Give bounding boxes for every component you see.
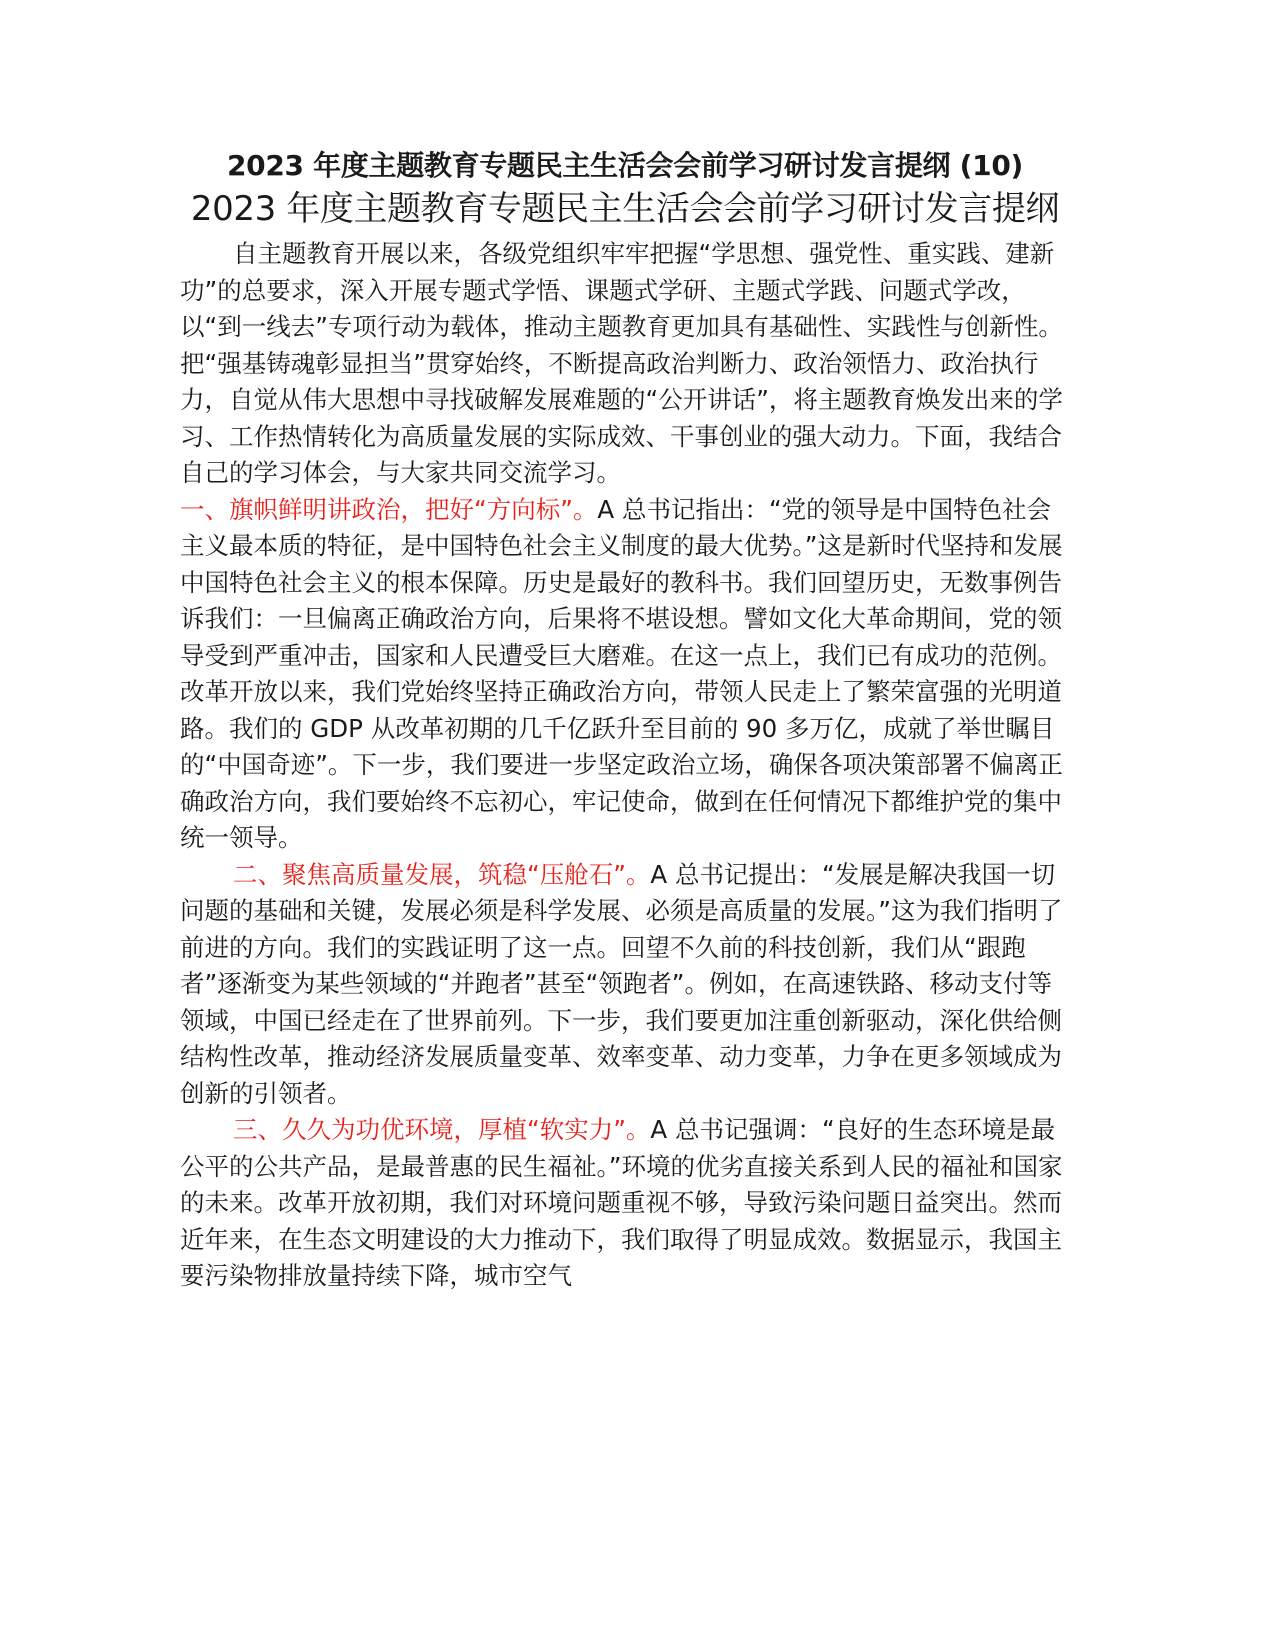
section-paragraph-2 [180, 857, 1070, 1113]
section-body-2: A 总书记提出：“发展是解决我国一切问题的基础和关键，发展必须是科学发展、必须是高质量的发展。”这为我们指明了前进的方向。我们的实践证明了这一点。回望不久前的科技创新，我们从“跟跑者”逐渐变为某些领域的“并跑者”甚至“领跑者”。例如，在高速铁路、移动支付等领域，中国已经走在了世界前列。下一步，我们要更加注重创新驱动，深化供给侧结构性改革，推动经济发展质量变革、效率变革、动力变革，力争在更多领域成为创新的引领者。 [180, 859, 1063, 1108]
section-heading-1: 一、旗帜鲜明讲政治，把好“方向标”。 [180, 494, 598, 524]
section-heading-2: 二、聚焦高质量发展，筑稳“压舱石”。 [233, 859, 651, 889]
section-paragraph-3 [180, 1112, 1070, 1295]
section-body-1: A 总书记指出：“党的领导是中国特色社会主义最本质的特征，是中国特色社会主义制度的最大优势。”这是新时代坚持和发展中国特色社会主义的根本保障。历史是最好的教科书。我们回望历史，无数事例告诉我们：一旦偏离正确政治方向，后果将不堪设想。譬如文化大革命期间，党的领导受到严重冲击，国家和人民遭受巨大磨难。在这一点上，我们已有成功的范例。改革开放以来，我们党始终坚持正确政治方向，带领人民走上了繁荣富强的光明道路。我们的 GDP 从改革初期的几千亿跃升至目前的 90 多万亿，成就了举世瞩目的“中国奇迹”。下一步，我们要进一步坚定政治立场，确保各项决策部署不偏离正确政治方向，我们要始终不忘初心，牢记使命，做到在任何情况下都维护党的集中统一领导。 [180, 494, 1063, 852]
section-paragraph-1 [180, 492, 1070, 857]
intro-paragraph: 自主题教育开展以来，各级党组织牢牢把握“学思想、强党性、重实践、建新功”的总要求，深入开展专题式学悟、课题式学研、主题式学践、问题式学改，以“到一线去”专项行动为载体，推动主题教育更加具有基础性、实践性与创新性。把“强基铸魂彰显担当”贯穿始终，不断提高政治判断力、政治领悟力、政治执行力，自觉从伟大思想中寻找破解发展难题的“公开讲话”，将主题教育焕发出来的学习、工作热情转化为高质量发展的实际成效、干事创业的强大动力。下面，我结合自己的学习体会，与大家共同交流学习。 [180, 239, 1063, 487]
document-page [180, 146, 1070, 1295]
section-heading-3: 三、久久为功优环境，厚植“软实力”。 [233, 1115, 651, 1144]
document-header-title: 2023 年度主题教育专题民主生活会会前学习研讨发言提纲 (10) [226, 149, 1024, 182]
section-body-3: A 总书记强调：“良好的生态环境是最公平的公共产品，是最普惠的民生福祉。”环境的优劣直接关系到人民的福祉和国家的未来。改革开放初期，我们对环境问题重视不够，导致污染问题日益突出。然而近年来，在生态文明建设的大力推动下，我们取得了明显成效。数据显示，我国主要污染物排放量持续下降，城市空气 [180, 1115, 1063, 1290]
document-title: 2023 年度主题教育专题民主生活会会前学习研讨发言提纲 [190, 189, 1060, 229]
